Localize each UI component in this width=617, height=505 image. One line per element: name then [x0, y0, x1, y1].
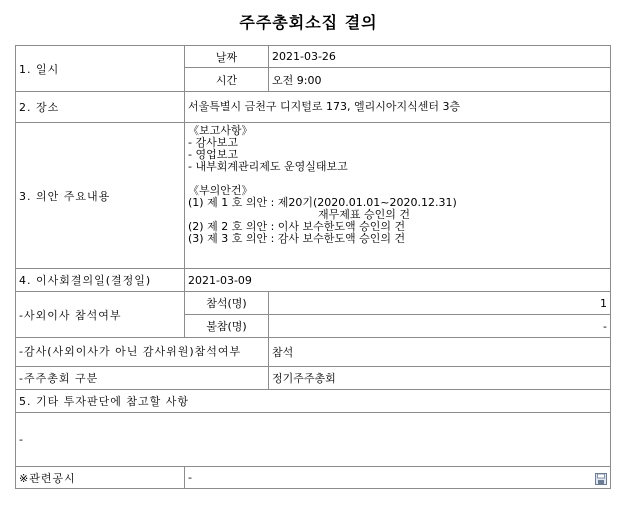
row-outside-present — [16, 292, 611, 315]
date-value: 2021-03-26 — [269, 46, 611, 68]
agenda-line: 《부의안건》 — [188, 184, 253, 197]
time-label: 시간 — [185, 68, 269, 92]
place-label: 2. 장소 — [16, 92, 185, 123]
place-value: 서울특별시 금천구 디지털로 173, 엘리시아지식센터 3층 — [185, 92, 611, 123]
datetime-label: 1. 일시 — [16, 46, 185, 92]
present-label: 참석(명) — [185, 292, 269, 315]
related-value: - — [188, 471, 192, 484]
present-value: 1 — [269, 292, 611, 315]
row-auditor — [16, 338, 611, 367]
meeting-type-label: -주주총회 구분 — [16, 367, 269, 390]
resolution-table — [15, 45, 611, 489]
time-value: 오전 9:00 — [269, 68, 611, 92]
meeting-type-value: 정기주주총회 — [269, 367, 611, 390]
agenda-line: - 내부회계관리제도 운영실태보고 — [188, 160, 348, 173]
row-place — [16, 92, 611, 123]
row-board-date — [16, 269, 611, 292]
agenda-line: (3) 제 3 호 의안 : 감사 보수한도액 승인의 건 — [188, 232, 406, 245]
agenda-content — [185, 123, 611, 269]
board-date-value: 2021-03-09 — [185, 269, 611, 292]
other-value: - — [16, 413, 611, 467]
row-other-label — [16, 390, 611, 413]
row-agenda — [16, 123, 611, 269]
agenda-line: - 감사보고 — [188, 136, 238, 149]
row-meeting-type — [16, 367, 611, 390]
agenda-line: (2) 제 2 호 의안 : 이사 보수한도액 승인의 건 — [188, 220, 406, 233]
agenda-line: (1) 제 1 호 의안 : 제20기(2020.01.01~2020.12.31) — [188, 196, 457, 209]
date-label: 날짜 — [185, 46, 269, 68]
row-other-value — [16, 413, 611, 467]
board-date-label: 4. 이사회결의일(결정일) — [16, 269, 185, 292]
auditor-label: -감사(사외이사가 아닌 감사위원)참석여부 — [16, 338, 269, 367]
save-icon[interactable] — [595, 473, 607, 485]
auditor-value: 참석 — [269, 338, 611, 367]
outside-directors-label: -사외이사 참석여부 — [16, 292, 185, 338]
other-label: 5. 기타 투자판단에 참고할 사항 — [16, 390, 611, 413]
page-title: 주주총회소집 결의 — [239, 13, 378, 32]
agenda-label: 3. 의안 주요내용 — [16, 123, 185, 269]
agenda-line: 재무제표 승인의 건 — [318, 208, 411, 221]
absent-label: 불참(명) — [185, 315, 269, 338]
agenda-line: 《보고사항》 — [188, 124, 253, 137]
row-date — [16, 46, 611, 68]
related-value-cell — [185, 467, 611, 489]
absent-value: - — [269, 315, 611, 338]
row-related — [16, 467, 611, 489]
related-label: ※관련공시 — [16, 467, 185, 489]
agenda-line: - 영업보고 — [188, 148, 238, 161]
